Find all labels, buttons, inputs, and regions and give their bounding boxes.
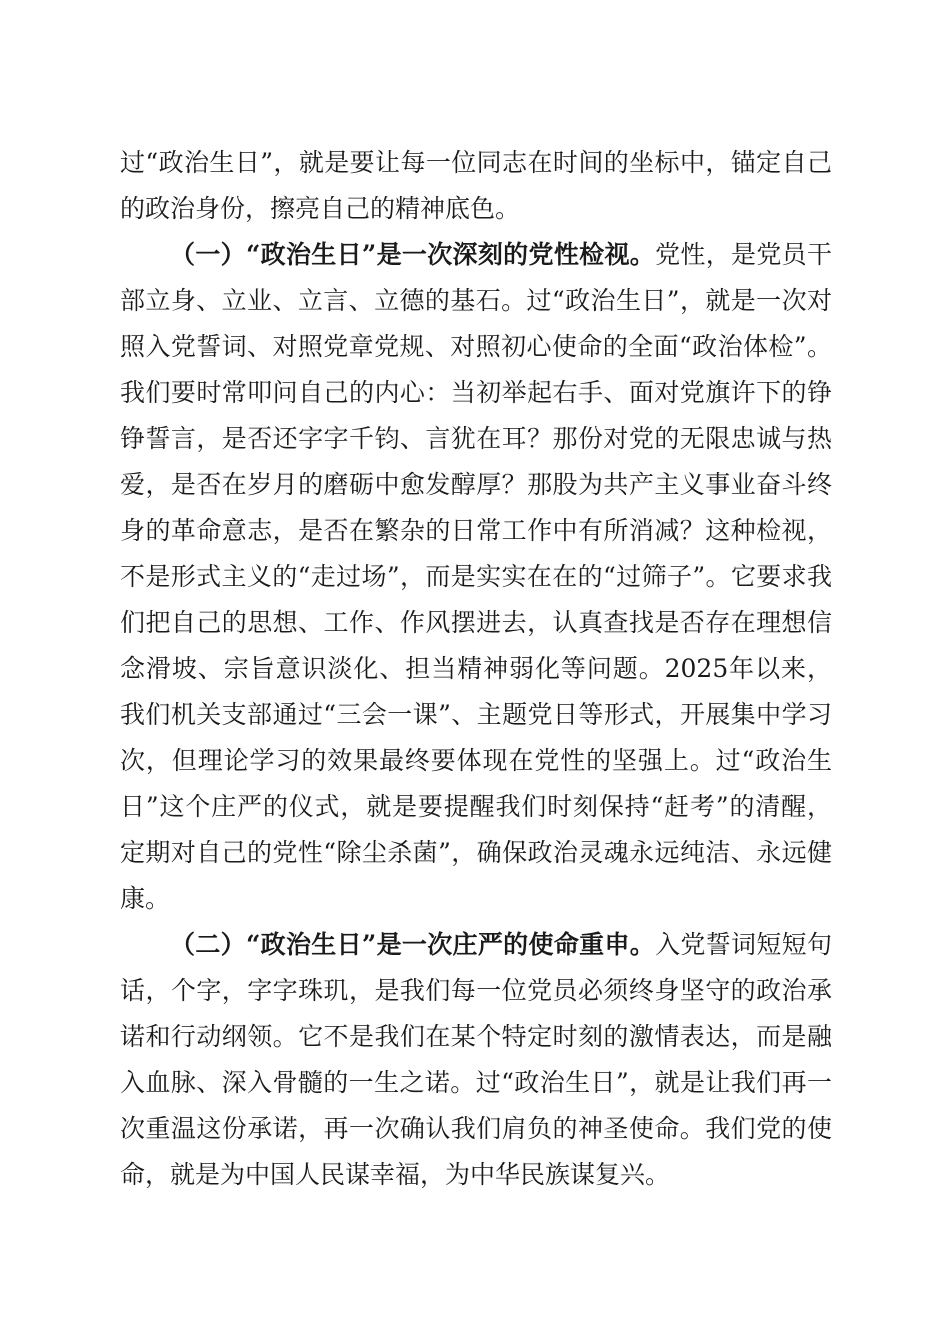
paragraph-mission-restatement xyxy=(120,922,832,1198)
paragraph-continuation xyxy=(120,140,832,232)
paragraph-text: 入党誓词短短句话，个字，字字珠玑，是我们每一位党员必须终身坚守的政治承诺和行动纲领。它不是我们在某个特定时刻的激情表达，而是融入血脉、深入骨髓的一生之诺。过“政治生日”，就是让我们再一次重温这份承诺，再一次确认我们肩负的神圣使命。我们党的使命，就是为中国人民谋幸福，为中华民族谋复兴。 xyxy=(120,930,832,1189)
paragraph-text: 过“政治生日”，就是要让每一位同志在时间的坐标中，锚定自己的政治身份，擦亮自己的精神底色。 xyxy=(120,148,832,223)
paragraph-party-spirit-review xyxy=(120,232,832,922)
document-body xyxy=(120,140,832,1198)
section-heading: （二）“政治生日”是一次庄严的使命重申。 xyxy=(170,930,656,959)
section-heading: （一）“政治生日”是一次深刻的党性检视。 xyxy=(170,240,656,269)
paragraph-text: 党性，是党员干部立身、立业、立言、立德的基石。过“政治生日”，就是一次对照入党誓词、对照党章党规、对照初心使命的全面“政治体检”。我们要时常叩问自己的内心：当初举起右手、面对党旗许下的铮铮誓言，是否还字字千钧、言犹在耳？那份对党的无限忠诚与热爱，是否在岁月的磨砺中愈发醇厚？那股为共产主义事业奋斗终身的革命意志，是否在繁杂的日常工作中有所消减？这种检视，不是形式主义的“走过场”，而是实实在在的“过筛子”。它要求我们把自己的思想、工作、作风摆进去，认真查找是否存在理想信念滑坡、宗旨意识淡化、担当精神弱化等问题。2025年以来，我们机关支部通过“三会一课”、主题党日等形式，开展集中学习次，但理论学习的效果最终要体现在党性的坚强上。过“政治生日”这个庄严的仪式，就是要提醒我们时刻保持“赶考”的清醒，定期对自己的党性“除尘杀菌”，确保政治灵魂永远纯洁、永远健康。 xyxy=(120,240,832,913)
